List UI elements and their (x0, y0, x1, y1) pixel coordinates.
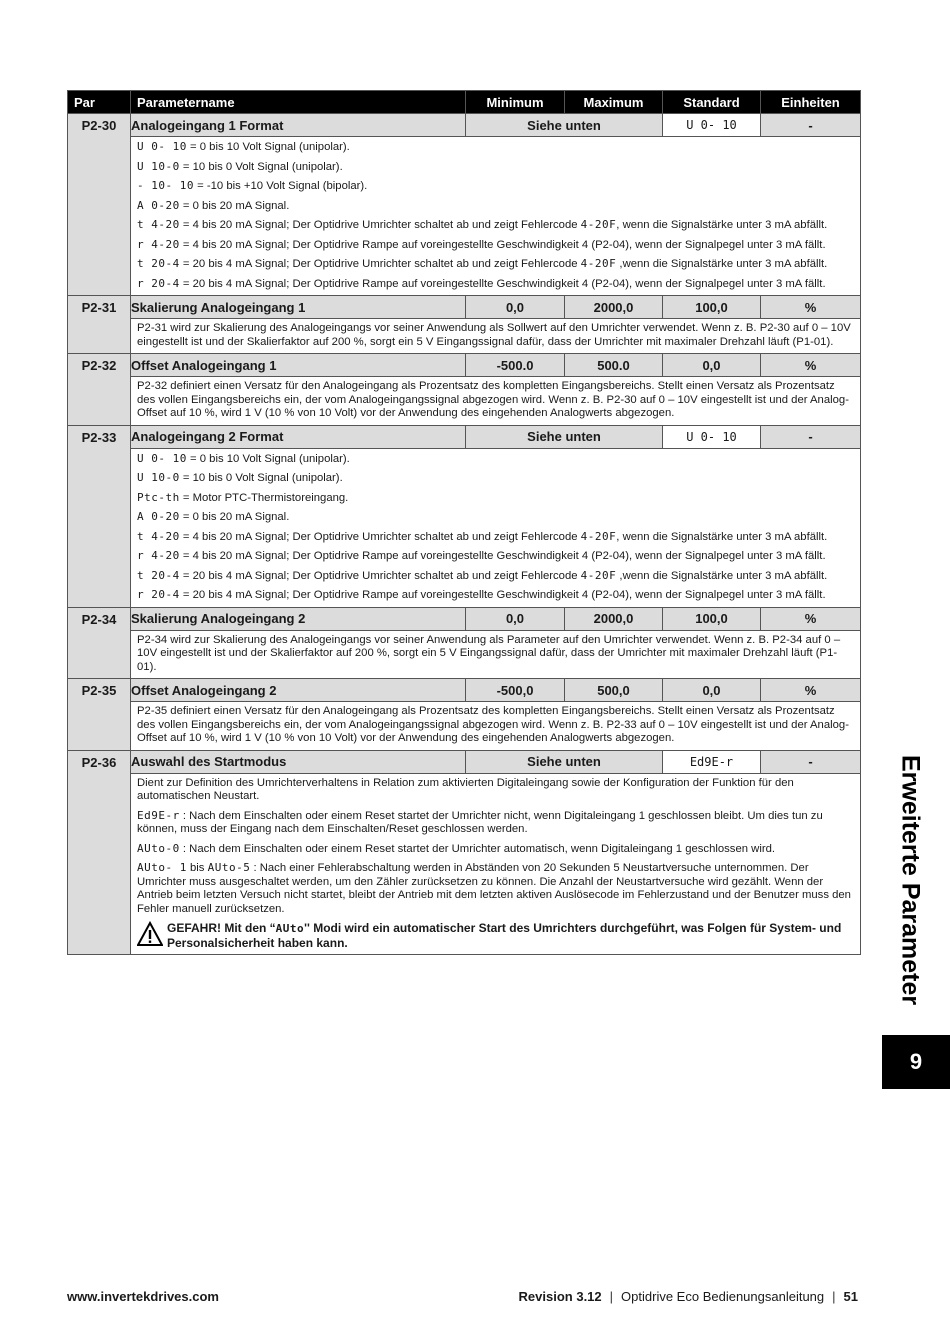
display-code: Ed9E-r (137, 808, 180, 822)
display-code: t 20-4 (137, 568, 180, 582)
param-unit: - (761, 425, 861, 448)
param-id: P2-35 (68, 679, 131, 751)
header-maximum: Maximum (565, 91, 663, 114)
display-code: U 0- 10 (137, 140, 187, 153)
param-name: Offset Analogeingang 2 (131, 679, 466, 702)
param-desc-row (68, 773, 861, 955)
header-par: Par (68, 91, 131, 114)
option-text: = 0 bis 10 Volt Signal (unipolar). (186, 452, 350, 465)
param-row-p2-30 (68, 114, 861, 137)
option-text: = 10 bis 0 Volt Signal (unipolar). (179, 160, 343, 173)
option-line (137, 179, 854, 194)
param-standard: 0,0 (663, 679, 761, 702)
header-minimum: Minimum (466, 91, 565, 114)
param-desc-row (68, 377, 861, 426)
param-desc-row (68, 702, 861, 751)
option-text: ,wenn die Signalstärke unter 3 mA abfällt. (616, 569, 828, 582)
display-code: AUto-5 (207, 861, 251, 874)
section-side-title: Erweiterte Parameter (896, 755, 925, 1006)
display-code: r 4-20 (137, 237, 180, 251)
footer-website-link[interactable]: www.invertekdrives.com (67, 1289, 219, 1304)
display-code: U 10-0 (137, 159, 180, 173)
param-unit: % (761, 296, 861, 319)
option-text: = 20 bis 4 mA Signal; Der Optidrive Rampe auf voreingestellte Geschwindigkeit 4 (P2-04), wenn der Signalpegel unter 3 mA fällt. (179, 277, 826, 290)
footer-separator: | (609, 1289, 614, 1304)
display-code: A 0-20 (137, 510, 180, 523)
param-id: P2-33 (68, 425, 131, 607)
option-line (137, 238, 854, 253)
param-row-p2-35 (68, 679, 861, 702)
footer-separator: | (832, 1289, 836, 1304)
param-row-p2-33 (68, 425, 861, 448)
option-line (137, 140, 854, 155)
param-description: P2-34 wird zur Skalierung des Analogeingangs vor seiner Anwendung als Parameter auf den Umrichter verwendet. Wenn z. B. P2-34 auf 0 – 10V eingestellt ist und der Skalierfaktor auf 200 %, sorgt ein 5 V Eingangssignal dafür, dass der Umrichter mit maximaler Drehzahl läuft (P1-01). (131, 630, 861, 679)
option-line (137, 471, 854, 486)
parameter-table (67, 90, 861, 955)
param-maximum: 2000,0 (565, 296, 663, 319)
param-standard: 0,0 (663, 354, 761, 377)
option-text: = 4 bis 20 mA Signal; Der Optidrive Umrichter schaltet ab und zeigt Fehlercode (179, 219, 581, 231)
param-range: Siehe unten (466, 750, 663, 773)
option-text: : Nach dem Einschalten oder einem Reset startet der Umrichter automatisch, wenn Digitaleingang 1 geschlossen wird. (179, 842, 776, 855)
param-unit: - (761, 750, 861, 773)
option-line (137, 491, 854, 506)
page-footer (67, 1289, 860, 1307)
option-text: = 20 bis 4 mA Signal; Der Optidrive Rampe auf voreingestellte Geschwindigkeit 4 (P2-04), wenn der Signalpegel unter 3 mA fällt. (179, 589, 826, 601)
param-desc-row (68, 137, 861, 296)
option-text: = -10 bis +10 Volt Signal (bipolar). (193, 180, 368, 192)
fault-code: 4-20F (580, 257, 617, 270)
param-standard: Ed9E-r (663, 750, 761, 773)
option-text: , wenn die Signalstärke unter 3 mA abfällt. (616, 530, 828, 543)
option-text: = Motor PTC-Thermistoreingang. (179, 491, 349, 504)
option-text: : Nach dem Einschalten oder einem Reset startet der Umrichter nicht, wenn Digitaleingang 1 geschlossen bleibt. Um dies tun zu können, muss der Eingang nach dem Einschalten/Reset geschlossen werden. (137, 809, 823, 835)
param-minimum: 0,0 (466, 607, 565, 630)
option-text: = 4 bis 20 mA Signal; Der Optidrive Rampe auf voreingestellte Geschwindigkeit 4 (P2-04), wenn der Signalpegel unter 3 mA fällt. (179, 238, 826, 251)
option-text: = 4 bis 20 mA Signal; Der Optidrive Umrichter schaltet ab und zeigt Fehlercode (179, 530, 581, 543)
param-standard: 100,0 (663, 607, 761, 630)
param-description (131, 773, 861, 955)
option-line (137, 257, 854, 272)
fault-code: 4-20F (580, 218, 617, 231)
param-standard: U 0- 10 (663, 114, 761, 137)
header-parametername: Parametername (131, 91, 466, 114)
option-line (137, 277, 854, 292)
display-code: r 20-4 (137, 276, 180, 290)
display-code: U 0- 10 (137, 451, 187, 465)
footer-page-number: 51 (843, 1289, 858, 1304)
option-text: = 20 bis 4 mA Signal; Der Optidrive Umrichter schaltet ab und zeigt Fehlercode (179, 569, 581, 582)
option-text: ,wenn die Signalstärke unter 3 mA abfällt. (616, 258, 828, 270)
param-standard: U 0- 10 (663, 425, 761, 448)
param-id: P2-34 (68, 607, 131, 679)
display-code: AUto (275, 922, 305, 935)
option-text: = 0 bis 10 Volt Signal (unipolar). (186, 141, 350, 153)
param-description: P2-32 definiert einen Versatz für den Analogeingang als Prozentsatz des kompletten Eingangsbereichs. Stellt einen Versatz als Prozentsatz des vollen Eingangsbereichs ein, der vom Analogeingangssignal abgezogen wird. Wenn z. B. P2-30 auf 0 – 10V eingestellt ist und der Analog-Offset auf 10 %, wird 1 V (10 % von 10 Volt) vor der Anwendung des eingehenden Analogwerts abgezogen. (131, 377, 861, 426)
param-row-p2-32 (68, 354, 861, 377)
param-row-p2-36 (68, 750, 861, 773)
option-line (137, 218, 854, 233)
display-code: t 4-20 (137, 529, 180, 543)
param-unit: % (761, 354, 861, 377)
param-name: Offset Analogeingang 1 (131, 354, 466, 377)
param-description (131, 137, 861, 296)
footer-manual-title: Optidrive Eco Bedienungsanleitung (621, 1289, 825, 1304)
param-range: Siehe unten (466, 425, 663, 448)
display-code: - 10- 10 (137, 179, 194, 192)
option-text: = 0 bis 20 mA Signal. (179, 511, 290, 523)
option-line (137, 588, 854, 603)
param-row-p2-34 (68, 607, 861, 630)
display-code: A 0-20 (137, 198, 180, 212)
option-text: : Nach einer Fehlerabschaltung werden in Abständen von 20 Sekunden 5 Neustartversuche unternommen. Der Umrichter muss ausgeschaltet werden, um den Zähler zurücksetzen zu können. Die Anzahl der Neustartversuche wird gezählt. Wenn der Antrieb beim letzten Versuch nicht startet, bleibt der Antrieb mit dem letzten aktiven Auslösecode im Fehlerzustand und der Benutzer muss den Fehler manuell zurücksetzen. (137, 862, 851, 915)
param-desc-row (68, 630, 861, 679)
param-description: P2-35 definiert einen Versatz für den Analogeingang als Prozentsatz des kompletten Eingangsbereichs. Stellt einen Versatz als Prozentsatz des vollen Eingangsbereichs ein, der vom Analogeingangssignal abgezogen wird. Wenn z. B. P2-33 auf 0 – 10V eingestellt ist und der Analog-Offset auf 10 %, wird 1 V (10 % von 10 Volt) vor der Anwendung des eingehenden Analogwerts abgezogen. (131, 702, 861, 751)
param-unit: - (761, 114, 861, 137)
param-maximum: 500.0 (565, 354, 663, 377)
display-code: t 4-20 (137, 218, 180, 231)
param-unit: % (761, 679, 861, 702)
param-name: Auswahl des Startmodus (131, 750, 466, 773)
danger-notice (137, 921, 854, 950)
param-id: P2-30 (68, 114, 131, 296)
footer-info (519, 1289, 858, 1304)
option-line (137, 510, 854, 525)
param-standard: 100,0 (663, 296, 761, 319)
param-name: Skalierung Analogeingang 2 (131, 607, 466, 630)
display-code: AUto-0 (137, 841, 180, 855)
param-minimum: 0,0 (466, 296, 565, 319)
option-line (137, 199, 854, 214)
param-row-p2-31 (68, 296, 861, 319)
header-einheiten: Einheiten (761, 91, 861, 114)
param-name: Analogeingang 1 Format (131, 114, 466, 137)
param-name: Skalierung Analogeingang 1 (131, 296, 466, 319)
option-line (137, 452, 854, 467)
display-code: r 4-20 (137, 549, 180, 562)
intro-text: Dient zur Definition des Umrichterverhaltens in Relation zum aktivierten Digitaleingang sowie der Konfiguration der Funktion für den automatischen Neustart. (137, 776, 794, 802)
param-id: P2-31 (68, 296, 131, 354)
param-desc-row (68, 448, 861, 607)
option-line (137, 549, 854, 564)
option-line (137, 809, 854, 837)
param-id: P2-36 (68, 750, 131, 955)
option-line (137, 861, 854, 916)
fault-code: 4-20F (580, 568, 617, 582)
option-line (137, 530, 854, 545)
option-text: = 10 bis 0 Volt Signal (unipolar). (179, 472, 343, 484)
param-range: Siehe unten (466, 114, 663, 137)
param-maximum: 2000,0 (565, 607, 663, 630)
param-unit: % (761, 607, 861, 630)
option-text: = 4 bis 20 mA Signal; Der Optidrive Rampe auf voreingestellte Geschwindigkeit 4 (P2-04), wenn der Signalpegel unter 3 mA fällt. (179, 550, 826, 562)
param-minimum: -500,0 (466, 679, 565, 702)
warning-triangle-icon (137, 921, 163, 947)
param-desc-row (68, 319, 861, 354)
option-text: = 0 bis 20 mA Signal. (179, 199, 290, 212)
option-text: , wenn die Signalstärke unter 3 mA abfällt. (616, 219, 828, 231)
header-standard: Standard (663, 91, 761, 114)
chapter-number-tab: 9 (882, 1035, 950, 1089)
danger-text: GEFAHR! Mit den “AUto'' Modi wird ein automatischer Start des Umrichters durchgeführt, was Folgen für System- und Personalsicherheit haben kann. (167, 921, 842, 950)
display-code: r 20-4 (137, 588, 180, 601)
display-code: U 10-0 (137, 471, 180, 484)
display-code: AUto- 1 (137, 861, 187, 874)
param-maximum: 500,0 (565, 679, 663, 702)
fault-code: 4-20F (580, 529, 617, 543)
display-code: t 20-4 (137, 257, 180, 270)
option-line (137, 842, 854, 857)
param-description (131, 448, 861, 607)
option-line (137, 569, 854, 584)
param-minimum: -500.0 (466, 354, 565, 377)
footer-revision: Revision 3.12 (518, 1289, 602, 1304)
option-text: bis (186, 862, 208, 874)
param-description: P2-31 wird zur Skalierung des Analogeingangs vor seiner Anwendung als Sollwert auf den Umrichter verwendet. Wenn z. B. P2-30 auf 0 – 10V eingestellt ist und der Skalierfaktor auf 200 %, sorgt ein 5 V Eingangssignal dafür, dass der Umrichter mit maximaler Drehzahl läuft (P1-01). (131, 319, 861, 354)
option-line (137, 160, 854, 175)
param-id: P2-32 (68, 354, 131, 426)
param-name: Analogeingang 2 Format (131, 425, 466, 448)
table-header-row (68, 91, 861, 114)
display-code: Ptc-th (137, 490, 180, 504)
option-text: = 20 bis 4 mA Signal; Der Optidrive Umrichter schaltet ab und zeigt Fehlercode (179, 258, 581, 270)
